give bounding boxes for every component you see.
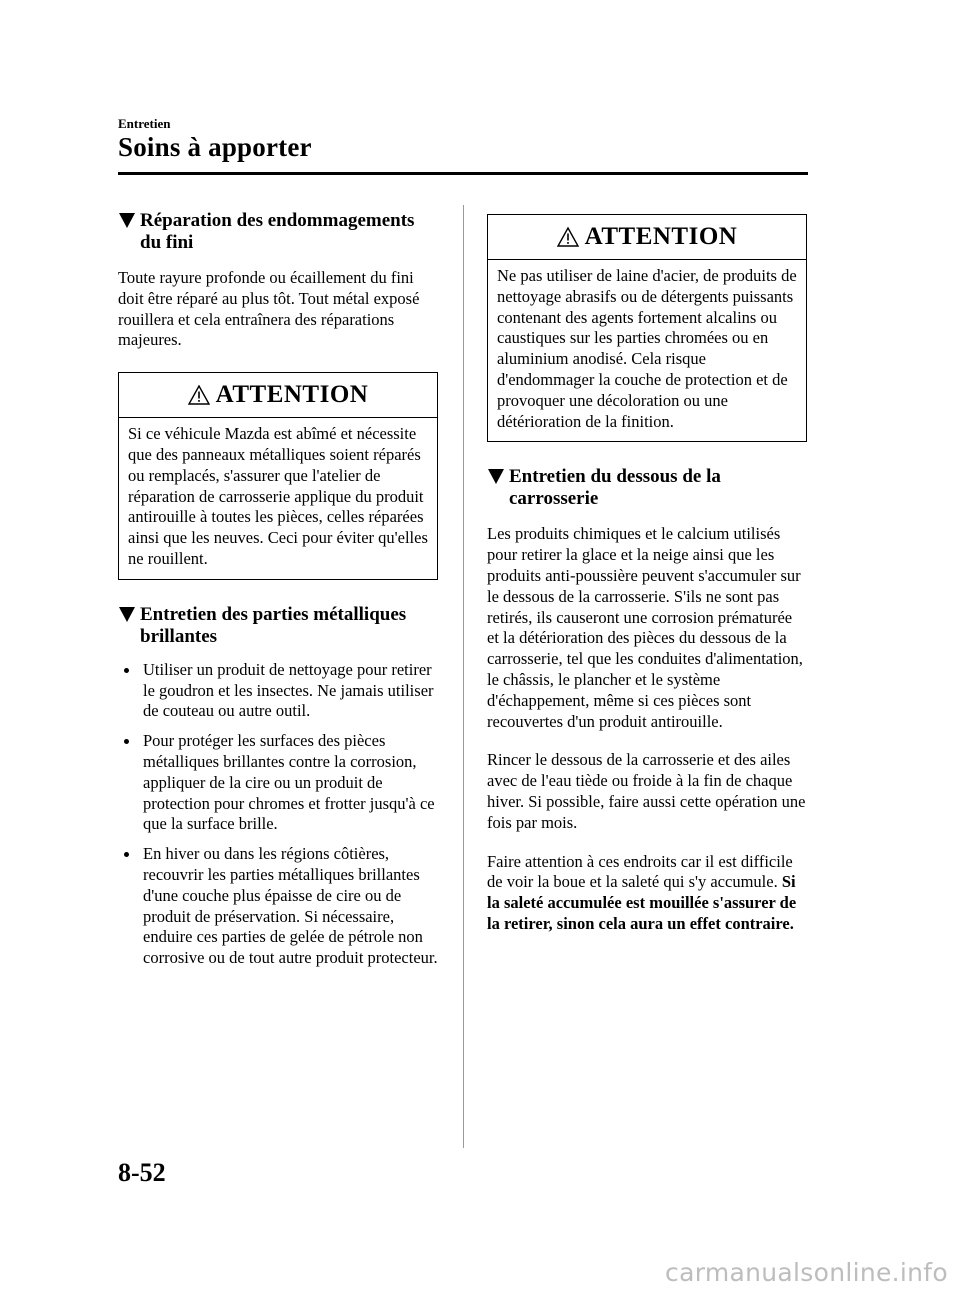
attention-header [488, 215, 806, 260]
watermark: carmanualsonline.info [665, 1258, 948, 1287]
list-item [118, 731, 438, 835]
list-item-text: En hiver ou dans les régions côtières, recouvrir les parties métalliques brillantes d'une couche plus épaisse de cire ou de produit de préservation. Si nécessaire, enduire ces parties de gelée de pétrole non corrosive ou de tout autre produit protecteur. [143, 844, 438, 968]
attention-title: ATTENTION [215, 381, 369, 409]
triangle-marker-icon [119, 607, 135, 622]
warning-triangle-icon [188, 385, 210, 405]
triangle-marker-icon [119, 213, 135, 228]
section-label: Entretien [118, 116, 171, 131]
heading-underbody [487, 466, 807, 510]
left-column [118, 210, 438, 978]
bullet-icon [124, 668, 129, 673]
list-item [118, 844, 438, 969]
page-number: 8-52 [118, 1158, 166, 1187]
paragraph-finish-repair: Toute rayure profonde ou écaillement du fini doit être réparé au plus tôt. Tout métal exposé rouillera et cela entraînera des réparations majeures. [118, 268, 420, 350]
column-divider [463, 205, 464, 1148]
bullet-icon [124, 739, 129, 744]
triangle-marker-icon [488, 469, 504, 484]
paragraph-caution-normal: Faire attention à ces endroits car il est difficile de voir la boue et la saleté qui s'y accumule. [487, 851, 793, 892]
heading-line: du fini [140, 232, 194, 253]
heading-line: carrosserie [509, 488, 599, 510]
attention-text: Si ce véhicule Mazda est abîmé et nécessite que des panneaux métalliques soient réparés ou remplacés, s'assurer que l'atelier de réparation de carrosserie applique du produit antirouille à toutes les pièces, celles réparées ainsi que les neuves. Ceci pour éviter qu'elles ne rouillent. [128, 424, 428, 568]
heading-finish-repair [118, 210, 438, 254]
heading-bright-metal [118, 604, 438, 648]
paragraph-caution [487, 852, 807, 935]
attention-text: Ne pas utiliser de laine d'acier, de produits de nettoyage abrasifs ou de détergents puissants contenant des agents fortement alcalins ou caustiques sur les parties chromées ou en aluminium anodisé. Cela risque d'endommager la couche de protection et de provoquer une décoloration ou une détérioration de la finition. [497, 266, 797, 431]
paragraph-underbody: Les produits chimiques et le calcium utilisés pour retirer la glace et la neige ainsi que les produits anti-poussière peuvent s'accumuler sur le dessous de la carrosserie. S'ils ne sont pas retirés, ils causeront une corrosion prématurée et la détérioration des pièces du dessous de la carrosserie, tel que les conduites d'alimentation, le châssis, le plancher et le système d'échappement, même si ces pièces sont recouvertes d'un produit antirouille. [487, 524, 803, 731]
paragraph-caution-bold: Si la saleté accumulée est mouillée s'assurer de la retirer, sinon cela aura un effet contraire. [487, 872, 797, 933]
attention-box [118, 372, 438, 580]
attention-box [487, 214, 807, 442]
heading-line: brillantes [140, 625, 218, 647]
bullet-icon [124, 852, 129, 857]
heading-line: Entretien des parties métalliques [140, 603, 407, 625]
list-item-text: Utiliser un produit de nettoyage pour retirer le goudron et les insectes. Ne jamais utiliser de couteau ou autre outil. [143, 659, 434, 721]
bright-metal-list [118, 660, 438, 969]
heading-line: Entretien du dessous de la [509, 466, 721, 488]
page-title: Soins à apporter [118, 132, 312, 162]
heading-line: Réparation des endommagements [140, 210, 415, 231]
header-rule [118, 172, 808, 175]
list-item [118, 660, 438, 722]
list-item-text: Pour protéger les surfaces des pièces métalliques brillantes contre la corrosion, appliquer de la cire ou un produit de protection pour chromes et frotter jusqu'à ce que la surface brille. [143, 731, 435, 834]
paragraph-rinse: Rincer le dessous de la carrosserie et des ailes avec de l'eau tiède ou froide à la fin de chaque hiver. Si possible, faire aussi cette opération une fois par mois. [487, 750, 806, 832]
attention-title: ATTENTION [584, 223, 738, 250]
warning-triangle-icon [557, 227, 579, 247]
attention-header [119, 373, 437, 418]
right-column [487, 214, 807, 935]
